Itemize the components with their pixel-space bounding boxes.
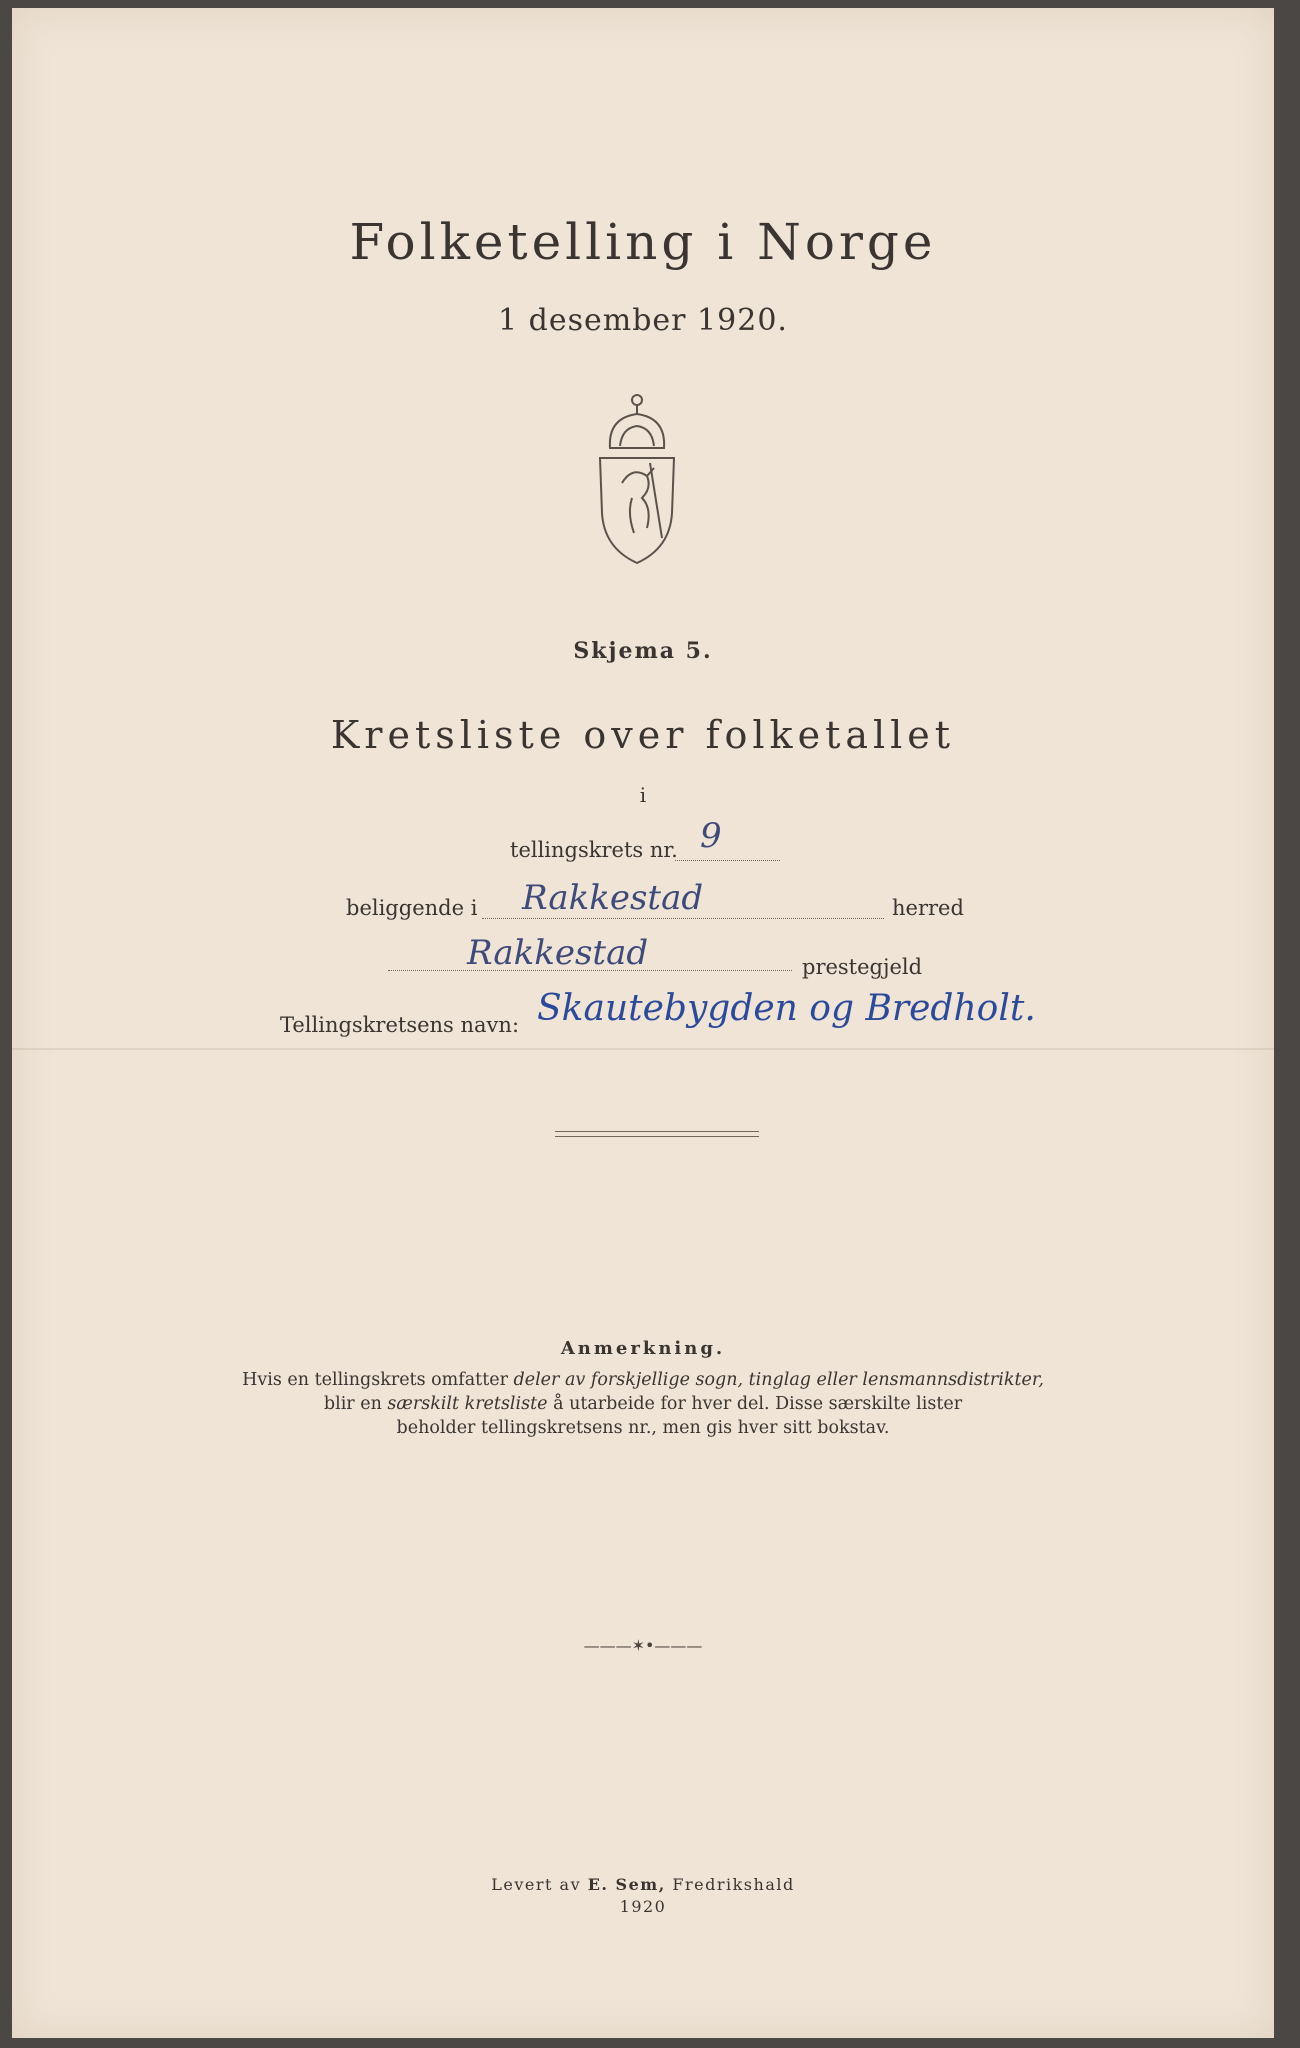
divider-rule [555,1131,759,1137]
coat-of-arms-icon [592,388,682,568]
census-date: 1 desember 1920. [498,303,788,338]
navn-value: Skautebygden og Bredholt. [537,988,1036,1029]
remark-line-3: beholder tellingskretsens nr., men gis hver sitt bokstav. [396,1418,890,1438]
ornament-divider: ———✶•——— [583,1636,703,1655]
remark-title: Anmerkning. [560,1338,726,1359]
beliggende-dotline [482,918,884,919]
document-title: Folketelling i Norge [349,213,937,271]
printer-footer [12,1874,1274,1918]
krets-value: 9 [700,816,722,856]
krets-dotline [675,860,780,861]
prestegjeld-value: Rakkestad [467,933,649,973]
remark-line-1: Hvis en tellingskrets omfatter deler av forskjellige sogn, tinglag eller lensmannsdistrikter, [242,1370,1044,1390]
printer-line: Levert av E. Sem, Fredrikshald [491,1875,795,1894]
remark-text [112,1368,1174,1440]
beliggende-label: beliggende i [346,896,478,920]
prestegjeld-label: prestegjeld [802,955,923,979]
form-heading: Kretsliste over folketallet [330,713,956,757]
document-page [12,8,1274,2038]
remark-line-2: blir en særskilt kretsliste å utarbeide for hver del. Disse særskilte lister [323,1394,963,1414]
navn-label: Tellingskretsens navn: [280,1013,520,1037]
beliggende-value: Rakkestad [522,878,704,918]
printer-year: 1920 [619,1897,667,1916]
fold-line [12,1048,1274,1050]
krets-label: tellingskrets nr. [510,838,678,862]
preposition: i [639,783,647,807]
herred-label: herred [892,896,964,920]
schema-number: Skjema 5. [573,638,713,664]
